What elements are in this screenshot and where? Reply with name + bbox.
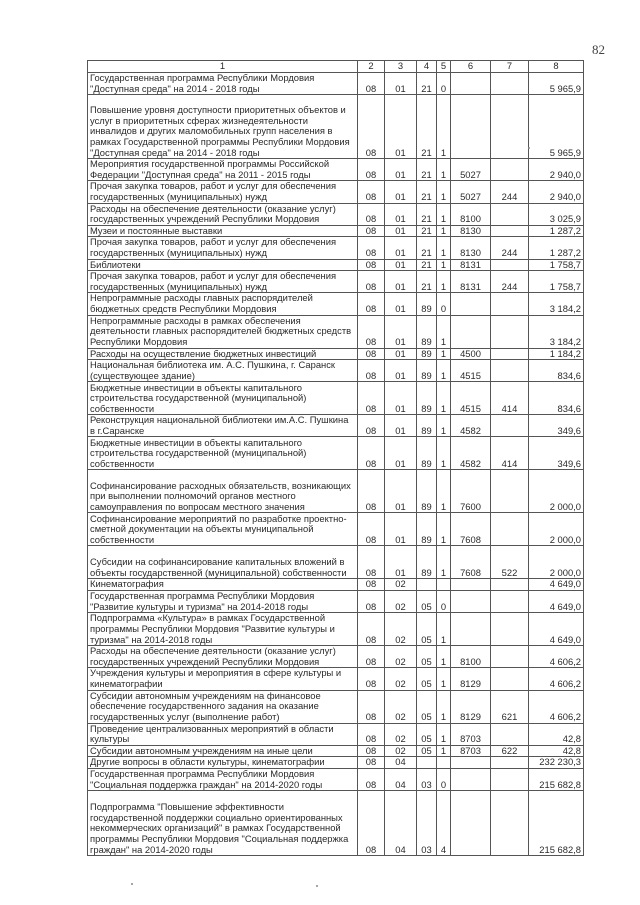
scan-speck xyxy=(316,885,318,887)
row-col-3-cell: 01 xyxy=(385,315,417,348)
row-col-5-cell: 1 xyxy=(437,360,451,382)
row-col-4-cell: 89 xyxy=(417,415,437,437)
row-col-2-cell: 08 xyxy=(358,415,385,437)
row-col-8-cell: 349,6 xyxy=(529,415,584,437)
row-col-8-cell: 349,6 xyxy=(529,437,584,470)
col-header-8: 8 xyxy=(529,61,584,73)
row-col-5-cell: 1 xyxy=(437,415,451,437)
row-col-8-cell: 3 184,2 xyxy=(529,293,584,315)
row-col-7-cell: 244 xyxy=(491,181,529,203)
row-name-cell: Субсидии автономным учреждениям на иные цели xyxy=(88,745,358,757)
row-name-cell: Учреждения культуры и мероприятия в сфере культуры и кинематографии xyxy=(88,668,358,690)
row-col-7-cell xyxy=(491,225,529,237)
row-name-cell: Кинематография xyxy=(88,579,358,591)
row-name-cell: Бюджетные инвестиции в объекты капитального строительства государственной (муниципальной) собственности xyxy=(88,382,358,415)
row-col-3-cell: 02 xyxy=(385,668,417,690)
page-number: 82 xyxy=(592,42,605,57)
row-col-7-cell xyxy=(491,579,529,591)
row-col-4-cell: 21 xyxy=(417,95,437,159)
table-row xyxy=(88,95,584,159)
row-col-4-cell: 21 xyxy=(417,203,437,225)
row-col-2-cell: 08 xyxy=(358,646,385,668)
row-col-7-cell xyxy=(491,513,529,546)
table-row xyxy=(88,646,584,668)
row-col-3-cell: 04 xyxy=(385,769,417,791)
row-col-5-cell: 1 xyxy=(437,546,451,579)
row-name-cell: Прочая закупка товаров, работ и услуг для обеспечения государственных (муниципальных) нужд xyxy=(88,237,358,259)
row-col-4-cell: 89 xyxy=(417,315,437,348)
row-col-3-cell: 02 xyxy=(385,646,417,668)
table-row xyxy=(88,579,584,591)
row-col-5-cell xyxy=(437,757,451,769)
row-col-8-cell: 3 184,2 xyxy=(529,315,584,348)
table-row xyxy=(88,613,584,646)
row-col-8-cell: 42,8 xyxy=(529,723,584,745)
row-name-cell: Софинансирование расходных обязательств, возникающих при выполнении полномочий органов местного самоуправления по вопросам местного значения xyxy=(88,470,358,513)
row-col-5-cell: 1 xyxy=(437,382,451,415)
row-col-4-cell: 05 xyxy=(417,690,437,723)
col-header-5: 5 xyxy=(437,61,451,73)
row-col-8-cell: 1 184,2 xyxy=(529,348,584,360)
row-col-8-cell: 42,8 xyxy=(529,745,584,757)
row-name-cell: Подпрограмма «Культура» в рамках Государственной программы Республики Мордовия "Развитие культуры и туризма" на 2014-2018 годы xyxy=(88,613,358,646)
row-col-7-cell: 522 xyxy=(491,546,529,579)
row-col-3-cell: 01 xyxy=(385,360,417,382)
col-header-2: 2 xyxy=(358,61,385,73)
row-col-3-cell: 01 xyxy=(385,271,417,293)
row-col-2-cell: 08 xyxy=(358,757,385,769)
row-col-5-cell: 1 xyxy=(437,259,451,271)
row-col-3-cell: 01 xyxy=(385,203,417,225)
row-col-6-cell: 8703 xyxy=(451,745,491,757)
table-row xyxy=(88,315,584,348)
row-name-cell: Расходы на осуществление бюджетных инвестиций xyxy=(88,348,358,360)
row-col-4-cell: 89 xyxy=(417,348,437,360)
row-col-5-cell: 0 xyxy=(437,769,451,791)
row-name-cell: Расходы на обеспечение деятельности (оказание услуг) государственных учреждений Республики Мордовия xyxy=(88,646,358,668)
row-col-2-cell: 08 xyxy=(358,315,385,348)
row-col-6-cell xyxy=(451,591,491,613)
row-col-5-cell: 0 xyxy=(437,591,451,613)
row-col-8-cell: 2 000,0 xyxy=(529,546,584,579)
row-col-5-cell: 0 xyxy=(437,293,451,315)
row-col-6-cell xyxy=(451,315,491,348)
row-col-7-cell xyxy=(491,293,529,315)
row-col-4-cell: 03 xyxy=(417,769,437,791)
row-col-6-cell: 4515 xyxy=(451,382,491,415)
row-col-3-cell: 02 xyxy=(385,723,417,745)
row-col-4-cell: 89 xyxy=(417,360,437,382)
row-col-4-cell: 05 xyxy=(417,613,437,646)
row-col-7-cell xyxy=(491,757,529,769)
row-col-2-cell: 08 xyxy=(358,259,385,271)
row-name-cell: Бюджетные инвестиции в объекты капитального строительства государственной (муниципальной) собственности xyxy=(88,437,358,470)
row-col-7-cell xyxy=(491,723,529,745)
row-col-4-cell: 21 xyxy=(417,225,437,237)
row-name-cell: Другие вопросы в области культуры, кинематографии xyxy=(88,757,358,769)
row-col-6-cell xyxy=(451,73,491,95)
row-col-7-cell xyxy=(491,315,529,348)
row-col-5-cell: 1 xyxy=(437,95,451,159)
row-col-7-cell xyxy=(491,591,529,613)
col-header-4: 4 xyxy=(417,61,437,73)
row-col-6-cell: 5027 xyxy=(451,159,491,181)
row-col-2-cell: 08 xyxy=(358,293,385,315)
row-col-2-cell: 08 xyxy=(358,203,385,225)
row-col-8-cell: 4 606,2 xyxy=(529,690,584,723)
row-col-2-cell: 08 xyxy=(358,382,385,415)
row-col-6-cell xyxy=(451,613,491,646)
row-col-2-cell: 08 xyxy=(358,181,385,203)
table-row xyxy=(88,293,584,315)
row-col-6-cell: 8129 xyxy=(451,668,491,690)
row-col-2-cell: 08 xyxy=(358,668,385,690)
row-name-cell: Субсидии автономным учреждениям на финансовое обеспечение государственного задания на оказание государственных услуг (выполнение работ) xyxy=(88,690,358,723)
row-col-6-cell: 8703 xyxy=(451,723,491,745)
row-col-6-cell: 5027 xyxy=(451,181,491,203)
row-name-cell: Повышение уровня доступности приоритетных объектов и услуг в приоритетных сферах жизнедеятельности инвалидов и других маломобильных групп населения в рамках Государственной программы Республики Мордовия "Доступная среда" на 2014 - 2018 годы xyxy=(88,95,358,159)
row-col-3-cell: 02 xyxy=(385,690,417,723)
table-row xyxy=(88,382,584,415)
row-col-6-cell: 4582 xyxy=(451,437,491,470)
row-col-2-cell: 08 xyxy=(358,591,385,613)
row-col-7-cell xyxy=(491,95,529,159)
row-col-3-cell: 04 xyxy=(385,791,417,856)
col-header-1: 1 xyxy=(88,61,358,73)
table-row xyxy=(88,237,584,259)
table-row xyxy=(88,769,584,791)
table-row xyxy=(88,348,584,360)
row-col-5-cell: 1 xyxy=(437,203,451,225)
row-col-8-cell: 4 649,0 xyxy=(529,579,584,591)
row-col-8-cell: 215 682,8 xyxy=(529,769,584,791)
row-col-7-cell: 414 xyxy=(491,382,529,415)
row-col-4-cell: 05 xyxy=(417,745,437,757)
table-row xyxy=(88,437,584,470)
row-col-4-cell: 05 xyxy=(417,668,437,690)
row-col-5-cell: 1 xyxy=(437,513,451,546)
row-col-4-cell: 21 xyxy=(417,271,437,293)
row-col-7-cell xyxy=(491,415,529,437)
row-col-6-cell xyxy=(451,579,491,591)
row-col-7-cell xyxy=(491,646,529,668)
row-col-7-cell xyxy=(491,613,529,646)
row-col-8-cell: 2 000,0 xyxy=(529,470,584,513)
row-col-4-cell: 05 xyxy=(417,591,437,613)
row-col-6-cell: 4515 xyxy=(451,360,491,382)
scan-speck xyxy=(131,883,133,885)
row-col-5-cell: 1 xyxy=(437,159,451,181)
table-row xyxy=(88,225,584,237)
row-col-3-cell: 01 xyxy=(385,513,417,546)
row-col-8-cell: 2 940,0 xyxy=(529,181,584,203)
row-col-5-cell: 4 xyxy=(437,791,451,856)
row-name-cell: Государственная программа Республики Мордовия "Социальная поддержка граждан" на 2014-2020 годы xyxy=(88,769,358,791)
row-col-8-cell: 1 287,2 xyxy=(529,225,584,237)
row-col-4-cell: 21 xyxy=(417,237,437,259)
row-col-2-cell: 08 xyxy=(358,513,385,546)
row-col-7-cell xyxy=(491,159,529,181)
row-col-5-cell: 1 xyxy=(437,315,451,348)
row-col-2-cell: 08 xyxy=(358,437,385,470)
row-col-4-cell: 89 xyxy=(417,382,437,415)
row-col-6-cell: 8130 xyxy=(451,225,491,237)
row-col-8-cell: 5 965,9 xyxy=(529,73,584,95)
table-row xyxy=(88,791,584,856)
row-col-7-cell: 622 xyxy=(491,745,529,757)
row-name-cell: Непрограммные расходы главных распорядителей бюджетных средств Республики Мордовия xyxy=(88,293,358,315)
row-col-5-cell: 1 xyxy=(437,690,451,723)
row-name-cell: Национальная библиотека им. А.С. Пушкина, г. Саранск (существующее здание) xyxy=(88,360,358,382)
row-col-2-cell: 08 xyxy=(358,745,385,757)
row-col-6-cell: 4500 xyxy=(451,348,491,360)
row-col-7-cell: 621 xyxy=(491,690,529,723)
row-col-4-cell: 21 xyxy=(417,181,437,203)
row-col-2-cell: 08 xyxy=(358,95,385,159)
row-col-2-cell: 08 xyxy=(358,470,385,513)
row-col-7-cell xyxy=(491,348,529,360)
row-col-6-cell: 4582 xyxy=(451,415,491,437)
row-col-8-cell: 4 606,2 xyxy=(529,668,584,690)
table-row xyxy=(88,668,584,690)
row-col-4-cell: 89 xyxy=(417,293,437,315)
row-col-2-cell: 08 xyxy=(358,690,385,723)
row-col-4-cell: 89 xyxy=(417,546,437,579)
row-col-2-cell: 08 xyxy=(358,723,385,745)
row-col-4-cell: 89 xyxy=(417,470,437,513)
row-col-5-cell: 1 xyxy=(437,237,451,259)
row-col-3-cell: 01 xyxy=(385,73,417,95)
row-col-8-cell: 834,6 xyxy=(529,360,584,382)
row-col-2-cell: 08 xyxy=(358,613,385,646)
row-col-8-cell: 5 965,9 xyxy=(529,95,584,159)
row-name-cell: Субсидии на софинансирование капитальных вложений в объекты государственной (муниципальной) собственности xyxy=(88,546,358,579)
row-col-3-cell: 01 xyxy=(385,437,417,470)
row-name-cell: Расходы на обеспечение деятельности (оказание услуг) государственных учреждений Республики Мордовия xyxy=(88,203,358,225)
row-col-3-cell: 01 xyxy=(385,470,417,513)
table-row xyxy=(88,470,584,513)
row-col-8-cell: 1 758,7 xyxy=(529,271,584,293)
row-col-2-cell: 08 xyxy=(358,271,385,293)
row-col-8-cell: 834,6 xyxy=(529,382,584,415)
table-row xyxy=(88,546,584,579)
row-col-3-cell: 01 xyxy=(385,293,417,315)
row-col-6-cell xyxy=(451,293,491,315)
row-col-6-cell: 7600 xyxy=(451,470,491,513)
row-col-3-cell: 01 xyxy=(385,546,417,579)
row-col-7-cell xyxy=(491,203,529,225)
row-col-5-cell: 1 xyxy=(437,646,451,668)
budget-table xyxy=(87,60,584,856)
row-col-7-cell xyxy=(491,259,529,271)
row-col-5-cell: 1 xyxy=(437,470,451,513)
table-row xyxy=(88,203,584,225)
row-col-7-cell: 414 xyxy=(491,437,529,470)
row-col-7-cell xyxy=(491,73,529,95)
table-row xyxy=(88,181,584,203)
col-header-7: 7 xyxy=(491,61,529,73)
row-col-4-cell: 05 xyxy=(417,646,437,668)
row-col-2-cell: 08 xyxy=(358,360,385,382)
table-row xyxy=(88,415,584,437)
row-col-7-cell xyxy=(491,791,529,856)
row-col-8-cell: 4 649,0 xyxy=(529,613,584,646)
row-col-2-cell: 08 xyxy=(358,348,385,360)
row-col-6-cell: 8131 xyxy=(451,259,491,271)
header-row xyxy=(88,61,584,73)
row-col-6-cell xyxy=(451,757,491,769)
table-row xyxy=(88,757,584,769)
row-col-8-cell: 2 940,0 xyxy=(529,159,584,181)
row-col-7-cell xyxy=(491,668,529,690)
table-row xyxy=(88,723,584,745)
row-col-4-cell xyxy=(417,757,437,769)
row-name-cell: Проведение централизованных мероприятий в области культуры xyxy=(88,723,358,745)
row-col-3-cell: 01 xyxy=(385,225,417,237)
scan-speck xyxy=(528,147,530,149)
table-row xyxy=(88,73,584,95)
row-col-3-cell: 02 xyxy=(385,579,417,591)
col-header-3: 3 xyxy=(385,61,417,73)
table-row xyxy=(88,513,584,546)
row-col-7-cell xyxy=(491,360,529,382)
row-name-cell: Государственная программа Республики Мордовия "Развитие культуры и туризма" на 2014-2018 годы xyxy=(88,591,358,613)
row-col-3-cell: 01 xyxy=(385,159,417,181)
row-col-5-cell: 1 xyxy=(437,613,451,646)
row-col-4-cell: 21 xyxy=(417,259,437,271)
row-col-3-cell: 01 xyxy=(385,382,417,415)
row-col-6-cell: 8100 xyxy=(451,203,491,225)
row-name-cell: Прочая закупка товаров, работ и услуг для обеспечения государственных (муниципальных) нужд xyxy=(88,271,358,293)
row-name-cell: Прочая закупка товаров, работ и услуг для обеспечения государственных (муниципальных) нужд xyxy=(88,181,358,203)
row-col-6-cell: 8129 xyxy=(451,690,491,723)
row-col-5-cell xyxy=(437,579,451,591)
row-col-6-cell xyxy=(451,791,491,856)
row-col-3-cell: 01 xyxy=(385,237,417,259)
row-col-4-cell: 21 xyxy=(417,73,437,95)
row-col-2-cell: 08 xyxy=(358,73,385,95)
row-col-5-cell: 1 xyxy=(437,668,451,690)
row-col-5-cell: 0 xyxy=(437,73,451,95)
row-col-8-cell: 2 000,0 xyxy=(529,513,584,546)
row-col-3-cell: 02 xyxy=(385,591,417,613)
table-row xyxy=(88,745,584,757)
row-col-5-cell: 1 xyxy=(437,745,451,757)
row-col-7-cell: 244 xyxy=(491,237,529,259)
table-row xyxy=(88,591,584,613)
table-row xyxy=(88,690,584,723)
row-col-4-cell xyxy=(417,579,437,591)
table-row xyxy=(88,259,584,271)
row-col-8-cell: 4 606,2 xyxy=(529,646,584,668)
row-col-6-cell xyxy=(451,769,491,791)
row-col-8-cell: 215 682,8 xyxy=(529,791,584,856)
row-col-4-cell: 03 xyxy=(417,791,437,856)
row-col-2-cell: 08 xyxy=(358,546,385,579)
row-col-7-cell xyxy=(491,769,529,791)
row-name-cell: Музеи и постоянные выставки xyxy=(88,225,358,237)
row-col-5-cell: 1 xyxy=(437,723,451,745)
row-col-6-cell: 8100 xyxy=(451,646,491,668)
row-col-5-cell: 1 xyxy=(437,437,451,470)
row-col-6-cell xyxy=(451,95,491,159)
row-col-3-cell: 04 xyxy=(385,757,417,769)
row-col-3-cell: 02 xyxy=(385,613,417,646)
row-col-4-cell: 89 xyxy=(417,513,437,546)
row-col-2-cell: 08 xyxy=(358,237,385,259)
row-col-2-cell: 08 xyxy=(358,769,385,791)
row-name-cell: Государственная программа Республики Мордовия "Доступная среда" на 2014 - 2018 годы xyxy=(88,73,358,95)
row-col-3-cell: 02 xyxy=(385,745,417,757)
row-col-2-cell: 08 xyxy=(358,579,385,591)
row-col-7-cell: 244 xyxy=(491,271,529,293)
row-name-cell: Библиотеки xyxy=(88,259,358,271)
row-col-4-cell: 05 xyxy=(417,723,437,745)
row-col-2-cell: 08 xyxy=(358,225,385,237)
row-name-cell: Подпрограмма "Повышение эффективности государственной поддержки социально ориентированных некоммерческих организаций" в рамках Государственной программы Республики Мордовия "Социальная поддержка граждан" на 2014-2020 годы xyxy=(88,791,358,856)
table-row xyxy=(88,159,584,181)
row-col-6-cell: 8131 xyxy=(451,271,491,293)
row-col-7-cell xyxy=(491,470,529,513)
table-row xyxy=(88,271,584,293)
row-name-cell: Софинансирование мероприятий по разработке проектно-сметной документации на объекты муниципальной собственности xyxy=(88,513,358,546)
table-row xyxy=(88,360,584,382)
row-col-8-cell: 3 025,9 xyxy=(529,203,584,225)
row-col-4-cell: 89 xyxy=(417,437,437,470)
row-name-cell: Мероприятия государственной программы Российской Федерации "Доступная среда" на 2011 - 2015 годы xyxy=(88,159,358,181)
col-header-6: 6 xyxy=(451,61,491,73)
row-col-3-cell: 01 xyxy=(385,181,417,203)
row-col-8-cell: 232 230,3 xyxy=(529,757,584,769)
row-col-6-cell: 8130 xyxy=(451,237,491,259)
row-col-4-cell: 21 xyxy=(417,159,437,181)
row-col-2-cell: 08 xyxy=(358,159,385,181)
row-name-cell: Реконструкция национальной библиотеки им.А.С. Пушкина в г.Саранске xyxy=(88,415,358,437)
row-col-5-cell: 1 xyxy=(437,348,451,360)
row-col-5-cell: 1 xyxy=(437,271,451,293)
row-col-6-cell: 7608 xyxy=(451,513,491,546)
row-col-3-cell: 01 xyxy=(385,415,417,437)
row-col-5-cell: 1 xyxy=(437,181,451,203)
row-name-cell: Непрограммные расходы в рамках обеспечения деятельности главных распорядителей бюджетных средств Республики Мордовия xyxy=(88,315,358,348)
row-col-3-cell: 01 xyxy=(385,95,417,159)
row-col-3-cell: 01 xyxy=(385,348,417,360)
row-col-8-cell: 1 758,7 xyxy=(529,259,584,271)
row-col-8-cell: 1 287,2 xyxy=(529,237,584,259)
row-col-5-cell: 1 xyxy=(437,225,451,237)
row-col-6-cell: 7608 xyxy=(451,546,491,579)
row-col-2-cell: 08 xyxy=(358,791,385,856)
row-col-3-cell: 01 xyxy=(385,259,417,271)
row-col-8-cell: 4 649,0 xyxy=(529,591,584,613)
